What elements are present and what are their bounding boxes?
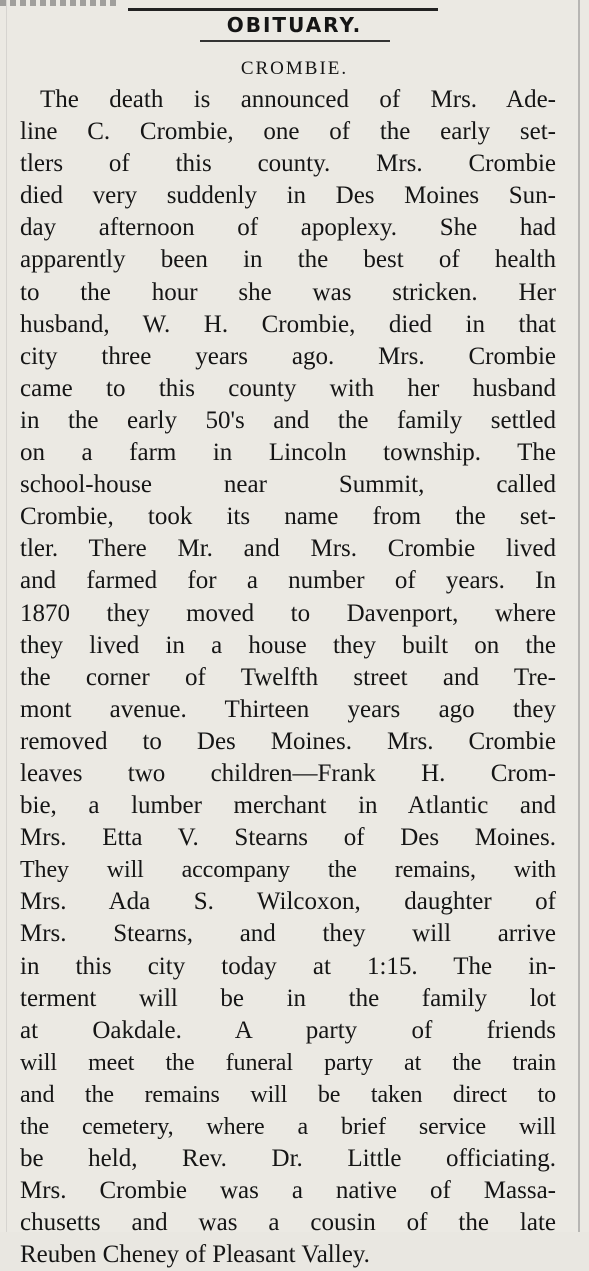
article-line: They will accompany the remains, with xyxy=(20,857,556,884)
previous-article-fragment xyxy=(0,0,120,6)
article-line: bie, a lumber merchant in Atlantic and xyxy=(20,792,556,820)
article-line: and the remains will be taken direct to xyxy=(20,1081,556,1108)
article-line: Reuben Cheney of Pleasant Valley. xyxy=(20,1241,370,1269)
article-line: and farmed for a number of years. In xyxy=(20,567,556,595)
article-line: day afternoon of apoplexy. She had xyxy=(20,214,556,242)
article-line: in the early 50's and the family settled xyxy=(20,406,556,434)
article-line: Mrs. Ada S. Wilcoxon, daughter of xyxy=(20,888,556,916)
article-line: tlers of this county. Mrs. Crombie xyxy=(20,150,556,178)
section-title: OBITUARY. xyxy=(226,13,363,37)
article-line: Mrs. Stearns, and they will arrive xyxy=(20,920,556,948)
article-line: removed to Des Moines. Mrs. Crombie xyxy=(20,727,556,755)
article-line: on a farm in Lincoln township. The xyxy=(20,439,556,467)
article-line: apparently been in the best of health xyxy=(20,246,556,274)
title-underline-rule xyxy=(200,40,390,42)
article-line: the corner of Twelfth street and Tre- xyxy=(20,663,556,691)
article-line: be held, Rev. Dr. Little officiating. xyxy=(20,1145,556,1173)
article-line: will meet the funeral party at the train xyxy=(20,1049,556,1076)
article-line: they lived in a house they built on the xyxy=(20,631,556,659)
article-line: mont avenue. Thirteen years ago they xyxy=(20,695,556,723)
article-line: Mrs. Etta V. Stearns of Des Moines. xyxy=(20,824,556,852)
article-line: line C. Crombie, one of the early set- xyxy=(20,118,556,146)
article-line: in this city today at 1:15. The in- xyxy=(20,952,556,980)
top-rule xyxy=(128,8,438,11)
article-line: at Oakdale. A party of friends xyxy=(20,1016,556,1044)
article-line: Mrs. Crombie was a native of Massa- xyxy=(20,1177,556,1205)
article-line: city three years ago. Mrs. Crombie xyxy=(20,342,556,370)
article-line: chusetts and was a cousin of the late xyxy=(20,1209,556,1237)
article-subhead: CROMBIE. xyxy=(240,58,349,79)
article-line: tler. There Mr. and Mrs. Crombie lived xyxy=(20,535,556,563)
article-line: leaves two children—Frank H. Crom- xyxy=(20,759,556,787)
column-edge-left xyxy=(6,0,7,1232)
article-body xyxy=(20,84,556,1271)
article-line: terment will be in the family lot xyxy=(20,984,556,1012)
article-line: school-house near Summit, called xyxy=(20,471,556,499)
article-line: 1870 they moved to Davenport, where xyxy=(20,599,556,627)
article-line: Crombie, took its name from the set- xyxy=(20,503,556,531)
column-rule-right xyxy=(578,0,580,1232)
article-line: the cemetery, where a brief service will xyxy=(20,1114,556,1140)
article-line: died very suddenly in Des Moines Sun- xyxy=(20,182,556,210)
article-line: came to this county with her husband xyxy=(20,374,556,402)
article-line: to the hour she was stricken. Her xyxy=(20,278,556,306)
article-line: husband, W. H. Crombie, died in that xyxy=(20,310,556,338)
article-line: The death is announced of Mrs. Ade- xyxy=(40,86,556,113)
